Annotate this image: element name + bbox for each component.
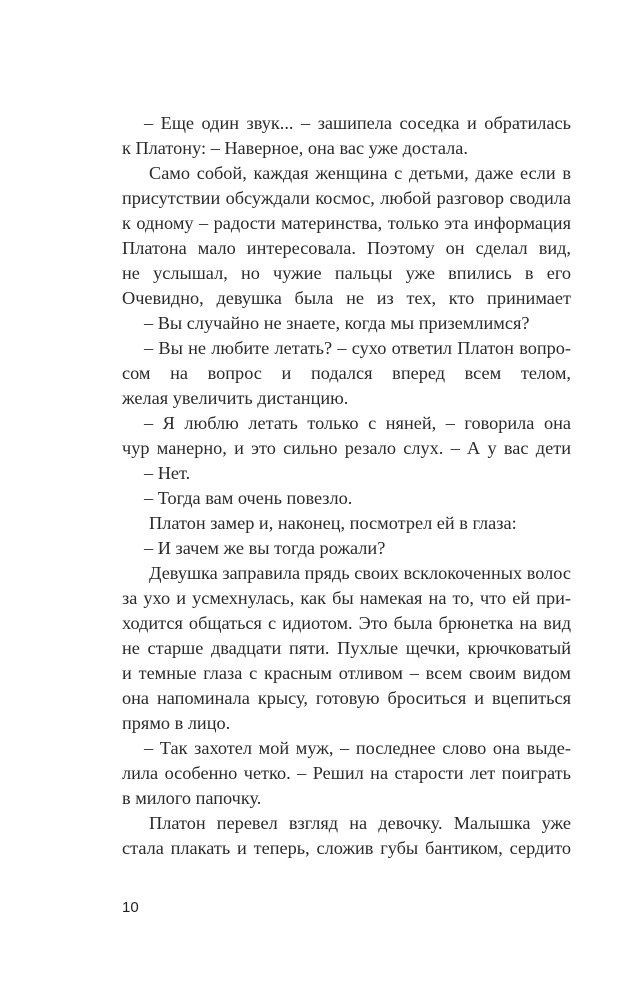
text-line: не услышал, но чужие пальцы уже впились в его bbox=[122, 263, 571, 283]
text-line: она напоминала крысу, готовую броситься и вцепиться bbox=[122, 688, 571, 708]
text-line: ходится общаться с идиотом. Это была брюнетка на вид bbox=[122, 613, 571, 633]
text-line: Платон замер и, наконец, посмотрел ей в глаза: bbox=[149, 513, 517, 533]
text-line: – Я люблю летать только с няней, – говорила она bbox=[144, 413, 571, 433]
text-line: Платон перевел взгляд на девочку. Малышка уже bbox=[149, 813, 571, 833]
text-line: – Вы случайно не знаете, когда мы приземлимся? bbox=[144, 313, 530, 333]
text-line: Платона мало интересовала. Поэтому он сделал вид, bbox=[122, 238, 571, 258]
text-line: к Платону: – Наверное, она вас уже достала. bbox=[122, 138, 468, 158]
text-line: Само собой, каждая женщина с детьми, даже если в bbox=[149, 163, 571, 183]
text-line: желая увеличить дистанцию. bbox=[122, 388, 349, 408]
text-line: за ухо и усмехнулась, как бы намекая на то, что ей при- bbox=[122, 588, 571, 608]
text-line: лила особенно четко. – Решил на старости лет поиграть bbox=[122, 763, 571, 783]
text-line: – Нет. bbox=[144, 463, 191, 483]
text-line: Девушка заправила прядь своих всклокоченных волос bbox=[149, 563, 571, 583]
text-line: – Тогда вам очень повезло. bbox=[144, 488, 353, 508]
book-page-text bbox=[122, 111, 571, 861]
text-line: присутствии обсуждали космос, любой разговор сводила bbox=[122, 188, 571, 208]
text-line: не старше двадцати пяти. Пухлые щечки, крючковатый bbox=[122, 638, 571, 658]
text-line: – Так захотел мой муж, – последнее слово она выде- bbox=[144, 738, 571, 758]
text-line: – Вы не любите летать? – сухо ответил Платон вопро- bbox=[144, 338, 571, 358]
text-line: – Еще один звук... – зашипела соседка и обратилась bbox=[144, 113, 571, 133]
text-line: к одному – радости материнства, только эта информация bbox=[122, 213, 571, 233]
text-line: прямо в лицо. bbox=[122, 713, 231, 733]
text-line: и темные глаза с красным отливом – всем своим видом bbox=[122, 663, 571, 683]
page-number: 10 bbox=[122, 899, 139, 916]
text-line: в милого папочку. bbox=[122, 788, 262, 808]
text-line: сом на вопрос и подался вперед всем телом, bbox=[122, 363, 571, 383]
text-line: Очевидно, девушка была не из тех, кто принимает bbox=[122, 288, 571, 308]
text-line: – И зачем же вы тогда рожали? bbox=[144, 538, 386, 558]
text-line: чур манерно, и это сильно резало слух. – А у вас дети bbox=[122, 438, 571, 458]
text-line: стала плакать и теперь, сложив губы бантиком, сердито bbox=[122, 838, 571, 858]
